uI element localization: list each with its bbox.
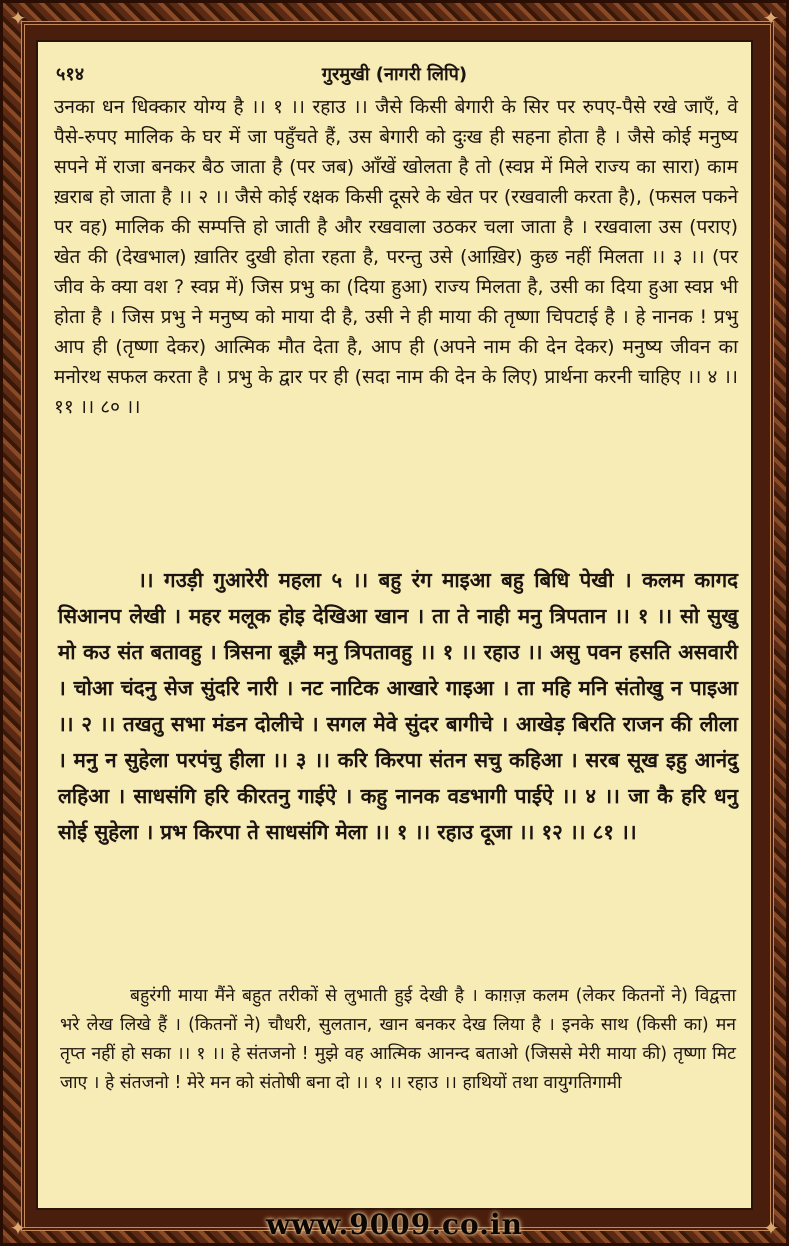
page-title: गुरमुखी (नागरी लिपि) — [321, 64, 468, 85]
translation-paragraph-top: उनका धन धिक्कार योग्य है ।। १ ।। रहाउ ।। जैसे किसी बेगारी के सिर पर रुपए-पैसे रखे जाएँ, वे पैसे-रुपए मालिक के घर में जा पहुँचते हैं, उस बेगारी को दुःख ही सहना होता है । जैसे कोई मनुष्य सपने में राजा बनकर बैठ जाता है (पर जब) आँखें खोलता है तो (स्वप्न में मिले राज्य का सारा) काम ख़राब हो जाता है ।। २ ।। जैसे कोई रक्षक किसी दूसरे के खेत पर (रखवाली करता है), (फसल पकने पर वह) मालिक की सम्पत्ति हो जाती है और रखवाला उठकर चला जाता है । रखवाला उस (पराए) खेत की (देखभाल) ख़ातिर दुखी होता रहता है, परन्तु उसे (आख़िर) कुछ नहीं मिलता ।। ३ ।। (पर जीव के क्या वश ? स्वप्न में) जिस प्रभु का (दिया हुआ) राज्य मिलता है, उसी का दिया हुआ स्वप्न भी होता है । जिस प्रभु ने मनुष्य को माया दी है, उसी ने ही माया की तृष्णा चिपटाई है । हे नानक ! प्रभु आप ही (तृष्णा देकर) आत्मिक मौत देता है, आप ही (अपने नाम की देन देकर) मनुष्य जीवन का मनोरथ सफल करता है । प्रभु के द्वार पर ही (सदा नाम की देन के लिए) प्रार्थना करनी चाहिए ।। ४ ।। ११ ।। ८० ।। — [54, 96, 738, 418]
page-number: ५१४ — [56, 64, 85, 85]
gurbani-verse: ।। गउड़ी गुआरेरी महला ५ ।। बहु रंग माइआ बहु बिधि पेखी । कलम कागद सिआनप लेखी । महर मलूक होइ देखिआ खान । ता ते नाही मनु त्रिपतान ।। १ ।। सो सुखु मो कउ संत बतावहु । त्रिसना बूझै मनु त्रिपतावहु ।। १ ।। रहाउ ।। असु पवन हसति असवारी । चोआ चंदनु सेज सुंदरि नारी । नट नाटिक आखारे गाइआ । ता महि मनि संतोखु न पाइआ ।। २ ।। तखतु सभा मंडन दोलीचे । सगल मेवे सुंदर बागीचे । आखेड़ बिरति राजन की लीला । मनु न सुहेला परपंचु हीला ।। ३ ।। करि किरपा संतन सचु कहिआ । सरब सूख इहु आनंदु लहिआ । साधसंगि हरि कीरतनु गाईऐ । कहु नानक वडभागी पाईऐ ।। ४ ।। जा कै हरि धनु सोई सुहेला । प्रभ किरपा ते साधसंगि मेला ।। १ ।। रहाउ दूजा ।। १२ ।। ८१ ।। — [58, 568, 738, 844]
book-page — [36, 40, 753, 1210]
corner-ornament-icon: ✦ — [9, 6, 27, 30]
website-url: www.9009.co.in — [266, 1208, 523, 1241]
corner-ornament-icon: ✦ — [9, 1216, 27, 1240]
page-header — [38, 52, 751, 92]
corner-ornament-icon: ✦ — [762, 1216, 780, 1240]
corner-ornament-icon: ✦ — [762, 6, 780, 30]
translation-paragraph-bottom: बहुरंगी माया मैंने बहुत तरीकों से लुभाती हुई देखी है । काग़ज़ कलम (लेकर कितनों ने) विद्वत्ता भरे लेख लिखे हैं । (कितनों ने) चौधरी, सुलतान, खान बनकर देख लिया है । इनके साथ (किसी का) मन तृप्त नहीं हो सका ।। १ ।। हे संतजनो ! मुझे वह आत्मिक आनन्द बताओ (जिससे मेरी माया की) तृष्णा मिट जाए । हे संतजनो ! मेरे मन को संतोषी बना दो ।। १ ।। रहाउ ।। हाथियों तथा वायुगतिगामी — [60, 986, 736, 1093]
